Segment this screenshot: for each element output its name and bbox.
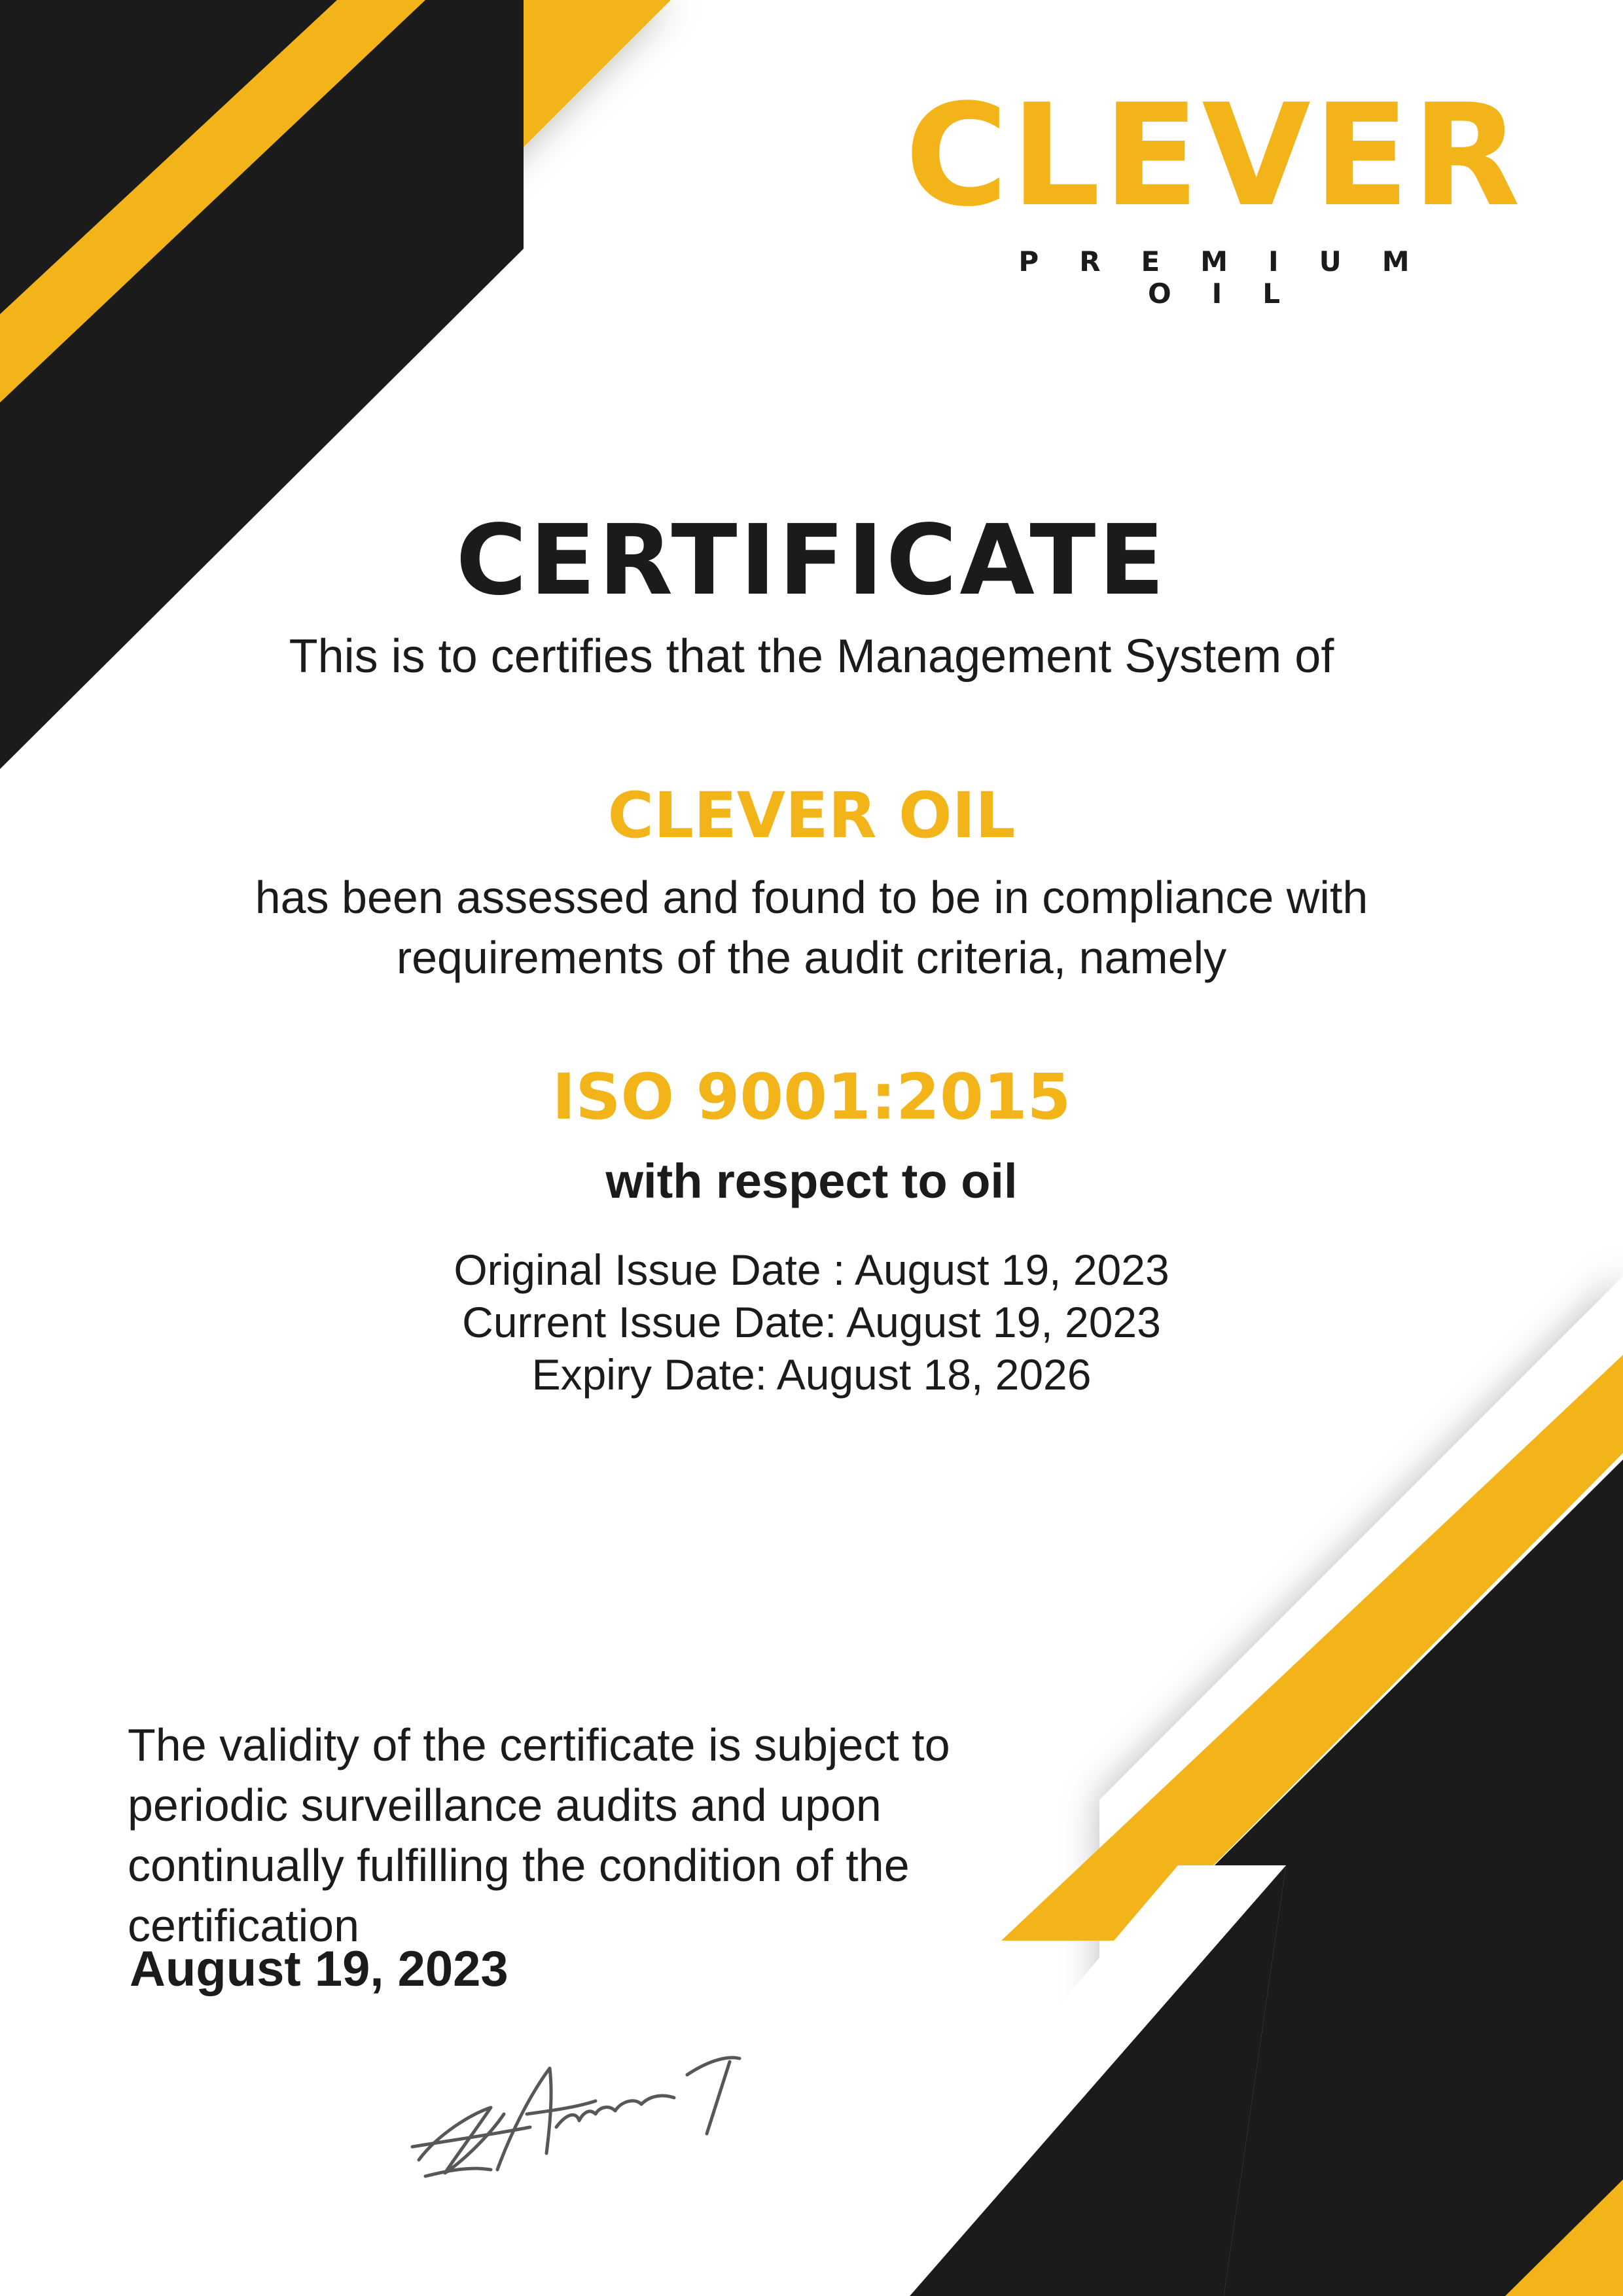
certificate-dates [0,1244,1623,1401]
expiry-date: Expiry Date: August 18, 2026 [531,1350,1092,1399]
original-issue-date: Original Issue Date : August 19, 2023 [454,1246,1169,1294]
logo-wordmark: CLEVER [904,73,1524,238]
company-name: CLEVER OIL [607,779,1016,852]
assessment-statement: has been assessed and found to be in compliance with requirements of the audit criteria, namely [255,872,1368,983]
brand-logo [900,73,1528,310]
certificate-title: CERTIFICATE [455,504,1168,617]
scope-text: with respect to oil [605,1154,1018,1208]
lead-text: This is to certifies that the Management System of [289,630,1334,683]
handwritten-signature [399,2036,766,2193]
iso-standard: ISO 9001:2015 [552,1060,1071,1134]
current-issue-date: Current Issue Date: August 19, 2023 [462,1298,1161,1346]
signature-date: August 19, 2023 [130,1941,508,1997]
logo-subtitle: PREMIUM OIL [1018,245,1450,310]
validity-statement: The validity of the certificate is subject to periodic surveillance audits and upon continually fulfilling the condition of the certification [128,1719,950,1951]
